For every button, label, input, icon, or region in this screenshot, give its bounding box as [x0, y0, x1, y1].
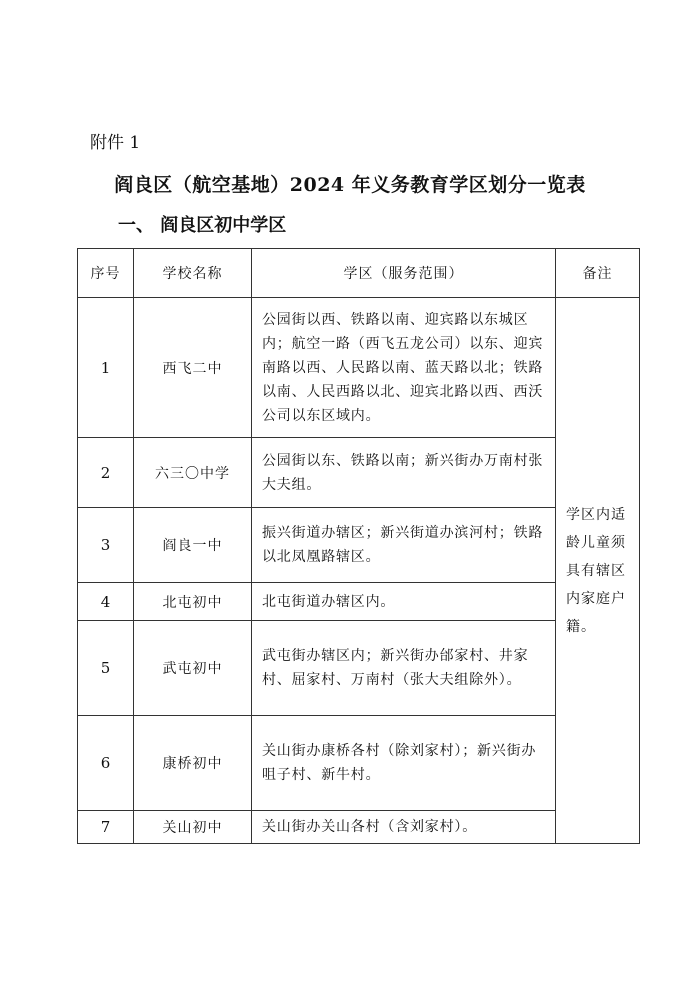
row-no: 1: [78, 298, 134, 438]
table-row: [78, 811, 640, 844]
row-no: 2: [78, 438, 134, 508]
table-row: [78, 621, 640, 716]
row-no: 7: [78, 811, 134, 844]
row-area: 关山街办康桥各村（除刘家村）；新兴街办咀子村、新牛村。: [252, 716, 556, 811]
row-area: 关山街办关山各村（含刘家村）。: [252, 811, 556, 844]
row-area: 公园街以西、铁路以南、迎宾路以东城区内；航空一路（西飞五龙公司）以东、迎宾南路以西、人民路以南、蓝天路以北；铁路以南、人民西路以北、迎宾北路以西、西沃公司以东区域内。: [252, 298, 556, 438]
row-school: 阎良一中: [134, 508, 252, 583]
table-header-row: [78, 249, 640, 298]
row-no: 6: [78, 716, 134, 811]
row-school: 康桥初中: [134, 716, 252, 811]
row-school: 关山初中: [134, 811, 252, 844]
row-area: 公园街以东、铁路以南；新兴街办万南村张大夫组。: [252, 438, 556, 508]
section-heading: 一、 阎良区初中学区: [118, 215, 287, 236]
header-no: 序号: [78, 249, 134, 298]
row-note: 学区内适龄儿童须具有辖区内家庭户籍。: [556, 298, 640, 844]
page-title: 阎良区（航空基地）2024 年义务教育学区划分一览表: [114, 174, 586, 196]
row-no: 3: [78, 508, 134, 583]
table-row: [78, 298, 640, 438]
table-row: [78, 716, 640, 811]
table-row: [78, 583, 640, 621]
row-area: 武屯街办辖区内；新兴街办邰家村、井家村、屈家村、万南村（张大夫组除外）。: [252, 621, 556, 716]
row-area: 振兴街道办辖区；新兴街道办滨河村；铁路以北凤凰路辖区。: [252, 508, 556, 583]
row-school: 北屯初中: [134, 583, 252, 621]
table-row: [78, 438, 640, 508]
row-school: 西飞二中: [134, 298, 252, 438]
table-row: [78, 508, 640, 583]
row-school: 六三〇中学: [134, 438, 252, 508]
row-no: 4: [78, 583, 134, 621]
row-area: 北屯街道办辖区内。: [252, 583, 556, 621]
row-no: 5: [78, 621, 134, 716]
header-school: 学校名称: [134, 249, 252, 298]
header-area: 学区（服务范围）: [252, 249, 556, 298]
attachment-label: 附件 1: [90, 133, 141, 153]
school-district-table: [77, 248, 640, 844]
header-note: 备注: [556, 249, 640, 298]
row-school: 武屯初中: [134, 621, 252, 716]
